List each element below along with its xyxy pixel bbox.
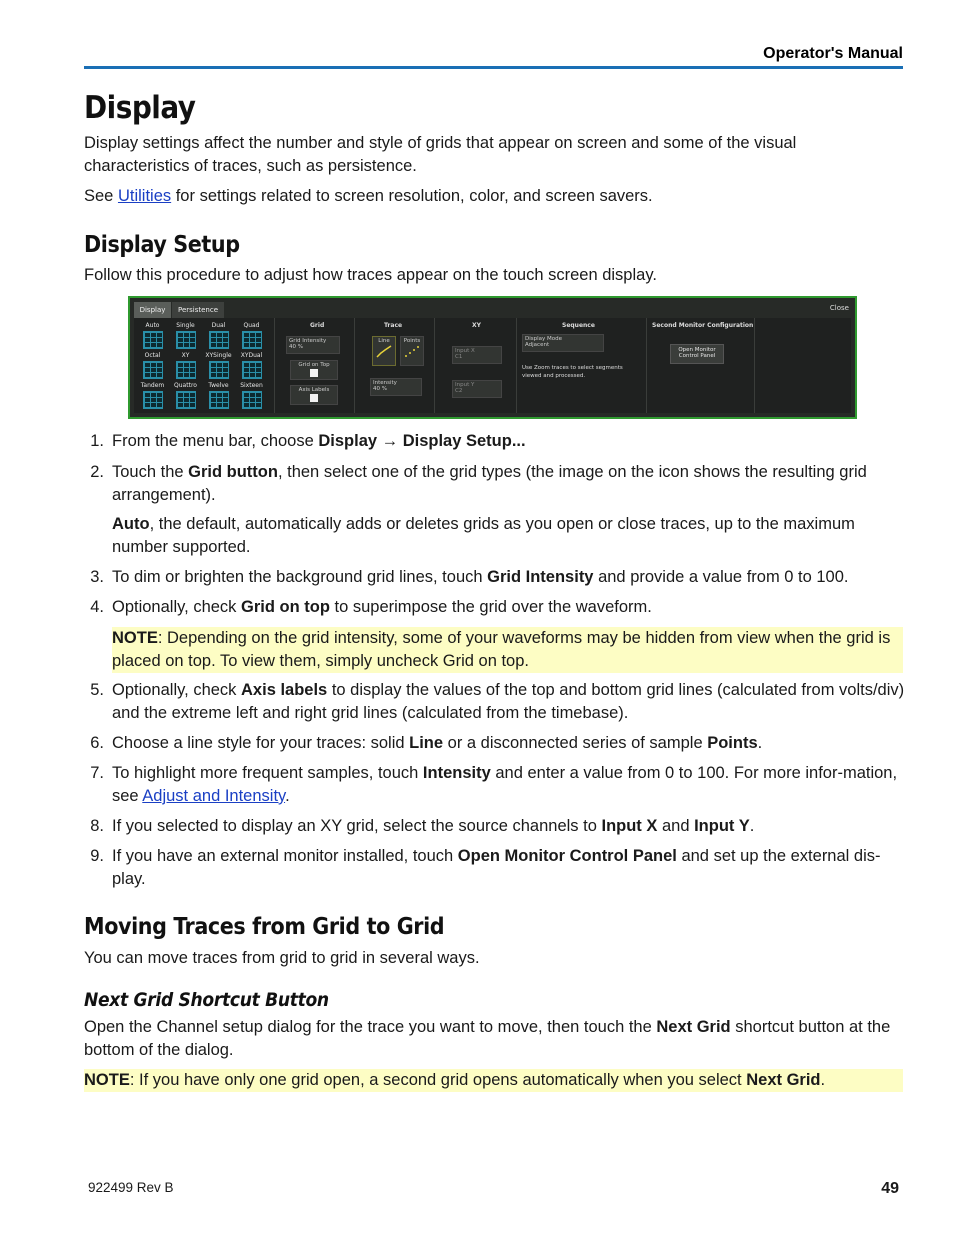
trace-heading: Trace <box>384 322 403 329</box>
moving-traces-intro: You can move traces from grid to grid in several ways. <box>84 949 480 967</box>
step-2-auto: Auto, the default, automatically adds or deletes grids as you open or close traces, up to the maximum number supported. <box>112 515 855 556</box>
grid-quattro-icon <box>176 391 196 409</box>
intensity-field[interactable]: Intensity 40 % <box>370 378 422 396</box>
sequence-heading: Sequence <box>562 322 595 329</box>
grid-heading: Grid <box>310 322 325 329</box>
manual-title: Operator's Manual <box>763 45 903 62</box>
points-style-icon <box>404 344 420 358</box>
next-grid-text: Open the Channel setup dialog for the trace you want to move, then touch the Next Grid shortcut button at the bottom of the dialog. <box>84 1018 891 1059</box>
points-style-button[interactable]: Points <box>400 336 424 366</box>
divider <box>354 318 355 413</box>
display-dialog-screenshot <box>128 296 857 419</box>
grid-on-top-box <box>310 369 318 377</box>
grid-quad-button[interactable]: Quad <box>235 322 268 349</box>
display-mode-field[interactable]: Display Mode Adjacent <box>522 334 604 352</box>
input-x-field[interactable]: Input X C1 <box>452 346 502 364</box>
grid-xydual-icon <box>242 361 262 379</box>
grid-auto-button[interactable]: Auto <box>136 322 169 349</box>
grid-xysingle-button[interactable]: XYSingle <box>202 352 235 379</box>
grid-octal-button[interactable]: Octal <box>136 352 169 379</box>
monitor-heading: Second Monitor Configuration <box>652 322 754 329</box>
grid-twelve-icon <box>209 391 229 409</box>
grid-dual-button[interactable]: Dual <box>202 322 235 349</box>
grid-quad-icon <box>242 331 262 349</box>
line-style-icon <box>376 344 392 358</box>
xy-heading: XY <box>472 322 481 329</box>
next-grid-heading: Next Grid Shortcut Button <box>84 989 329 1011</box>
grid-on-top-checkbox[interactable]: Grid on Top <box>290 360 338 380</box>
note-grid-on-top: NOTE: Depending on the grid intensity, some of your waveforms may be hidden from view when the grid is placed on top. To view them, simply uncheck Grid on top. <box>112 627 903 673</box>
grid-xy-icon <box>176 361 196 379</box>
grid-single-icon <box>176 331 196 349</box>
dialog-body <box>134 318 851 413</box>
utilities-link[interactable]: Utilities <box>117 187 172 205</box>
grid-tandem-icon <box>143 391 163 409</box>
page-header <box>84 44 903 69</box>
grid-xydual-button[interactable]: XYDual <box>235 352 268 379</box>
see-utilities: See Utilities for settings related to screen resolution, color, and screen savers. <box>84 187 653 205</box>
grid-xysingle-icon <box>209 361 229 379</box>
section-title: Display <box>84 90 196 126</box>
moving-traces-heading: Moving Traces from Grid to Grid <box>84 914 445 940</box>
sequence-note: Use Zoom traces to select segments viewed and processed. <box>522 365 623 379</box>
grid-xy-button[interactable]: XY <box>169 352 202 379</box>
page-number: 49 <box>881 1180 899 1197</box>
grid-octal-icon <box>143 361 163 379</box>
grid-single-button[interactable]: Single <box>169 322 202 349</box>
tab-persistence[interactable]: Persistence <box>172 302 224 318</box>
divider <box>516 318 517 413</box>
axis-labels-checkbox[interactable]: Axis Labels <box>290 385 338 405</box>
open-monitor-button[interactable]: Open Monitor Control Panel <box>670 344 724 364</box>
note-next-grid: NOTE: If you have only one grid open, a second grid opens automatically when you select Next Grid. <box>84 1069 903 1092</box>
display-setup-intro: Follow this procedure to adjust how traces appear on the touch screen display. <box>84 266 657 284</box>
grid-quattro-button[interactable]: Quattro <box>169 382 202 409</box>
grid-auto-icon <box>143 331 163 349</box>
axis-labels-box <box>310 394 318 402</box>
grid-tandem-button[interactable]: Tandem <box>136 382 169 409</box>
tab-display[interactable]: Display <box>134 302 171 318</box>
divider <box>646 318 647 413</box>
grid-twelve-button[interactable]: Twelve <box>202 382 235 409</box>
grid-sixteen-button[interactable]: Sixteen <box>235 382 268 409</box>
divider <box>274 318 275 413</box>
doc-id: 922499 Rev B <box>88 1180 174 1195</box>
adjust-intensity-link[interactable]: Adjust and Intensity <box>142 787 286 805</box>
divider <box>754 318 755 413</box>
grid-sixteen-icon <box>242 391 262 409</box>
input-y-field[interactable]: Input Y C2 <box>452 380 502 398</box>
divider <box>434 318 435 413</box>
display-setup-heading: Display Setup <box>84 232 240 258</box>
close-button[interactable]: Close <box>829 304 849 312</box>
grid-dual-icon <box>209 331 229 349</box>
section-intro: Display settings affect the number and style of grids that appear on screen and some of the visual characteristics of traces, such as persistence. <box>84 134 797 175</box>
line-style-button[interactable]: Line <box>372 336 396 366</box>
grid-intensity-field[interactable]: Grid Intensity 40 % <box>286 336 340 354</box>
